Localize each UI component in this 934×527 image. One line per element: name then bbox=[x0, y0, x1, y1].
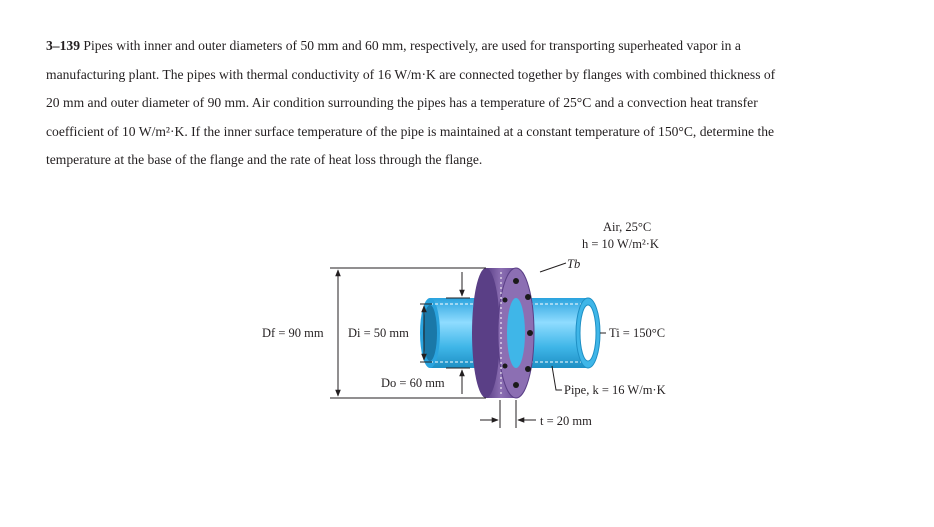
problem-line-1: 3–139 Pipes with inner and outer diameters of 50 mm and 60 mm, respectively, are used for transporting superheated vapor in a bbox=[46, 38, 741, 53]
h-label: h = 10 W/m²·K bbox=[582, 237, 659, 251]
do-label: Do = 60 mm bbox=[381, 376, 445, 390]
problem-line-2: manufacturing plant. The pipes with thermal conductivity of 16 W/m·K are connected together by flanges with combined thickness of bbox=[46, 66, 776, 82]
bolt-hole bbox=[525, 294, 531, 300]
problem-line-3: 20 mm and outer diameter of 90 mm. Air condition surrounding the pipes has a temperature of 25°C and a convection heat transfer bbox=[46, 95, 758, 110]
thickness-label: t = 20 mm bbox=[540, 414, 592, 428]
ti-label: Ti = 150°C bbox=[609, 326, 666, 340]
bolt-hole bbox=[513, 382, 519, 388]
bolt-hole bbox=[513, 278, 519, 284]
bolt-hole bbox=[503, 364, 508, 369]
tb-label: Tb bbox=[567, 257, 581, 271]
df-label: Df = 90 mm bbox=[262, 326, 324, 340]
bolt-hole bbox=[525, 366, 531, 372]
problem-line-4: coefficient of 10 W/m²·K. If the inner surface temperature of the pipe is maintained at a constant temperature of 150°C, determine the bbox=[46, 123, 775, 139]
di-label: Di = 50 mm bbox=[348, 326, 409, 340]
problem-line-5: temperature at the base of the flange and the rate of heat loss through the flange. bbox=[46, 152, 483, 167]
pipe-label: Pipe, k = 16 W/m·K bbox=[564, 383, 666, 397]
air-label: Air, 25°C bbox=[603, 220, 652, 234]
problem-number: 3–139 bbox=[46, 38, 80, 53]
flange bbox=[472, 268, 534, 398]
bolt-hole bbox=[527, 330, 533, 336]
bolt-hole bbox=[503, 298, 508, 303]
